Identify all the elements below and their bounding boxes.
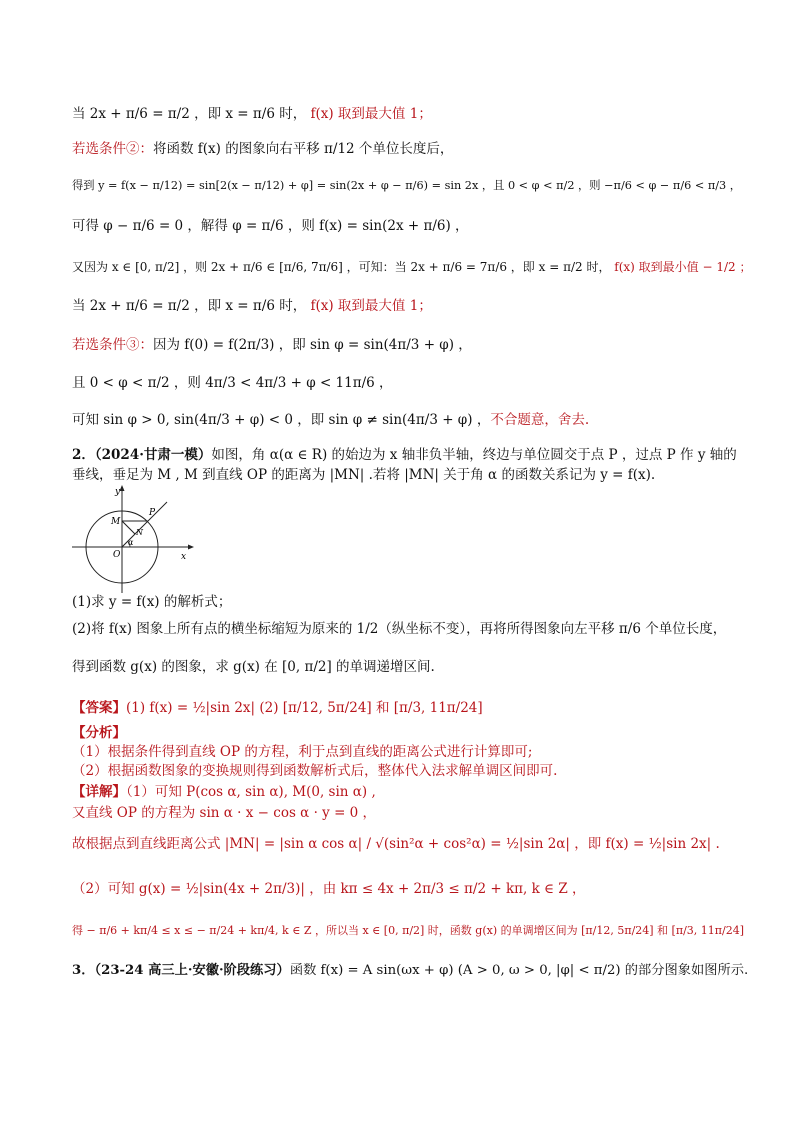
text-line-l4	[72, 216, 724, 236]
text-line-l1	[72, 104, 724, 124]
text-segment: （2）根据函数图象的变换规则得到函数解析式后，整体代入法求解单调区间即可.	[72, 763, 558, 779]
text-line-q2d	[72, 619, 727, 639]
text-line-l2	[72, 139, 724, 159]
text-segment: 3．（23-24 高三上·安徽·阶段练习）	[72, 963, 290, 978]
y-axis-arrow-icon	[120, 485, 125, 491]
text-line-l5	[72, 257, 752, 277]
text-segment: 不合题意，舍去.	[490, 412, 590, 428]
text-segment: f(x) 取到最大值 1；	[310, 106, 432, 122]
text-segment: 若选条件②：	[72, 141, 153, 157]
text-line-q2e	[72, 657, 724, 677]
text-segment: (2)将 f(x) 图象上所有点的横坐标缩短为原来的 1/2（纵坐标不变），再将所得图象向左平移 π/6 个单位长度，	[72, 621, 727, 637]
text-segment: （1）根据条件得到直线 OP 的方程，利于点到直线的距离公式进行计算即可;	[72, 744, 533, 760]
text-line-xj3	[72, 834, 724, 854]
text-segment: (1)求 y = f(x) 的解析式；	[72, 594, 232, 610]
label-p: P	[149, 508, 156, 518]
text-segment: 当 2x + π/6 = π/2 ，即 x = π/6 时，	[72, 298, 311, 314]
text-segment: 得到函数 g(x) 的图象，求 g(x) 在 [0, π/2] 的单调递增区间.	[72, 659, 435, 675]
text-segment: 【分析】	[72, 725, 126, 741]
text-segment: 因为 f(0) = f(2π/3) ，即 sin φ = sin(4π/3 + φ) ，	[153, 337, 472, 353]
text-line-ans	[72, 698, 724, 718]
label-m: M	[111, 517, 121, 527]
text-line-xj5	[72, 921, 744, 941]
text-segment: 可得 φ − π/6 = 0 ，解得 φ = π/6 ，则 f(x) = sin(2x + π/6) ，	[72, 218, 469, 234]
text-segment: 当 2x + π/6 = π/2 ，即 x = π/6 时，	[72, 106, 311, 122]
text-line-q2c	[72, 592, 724, 612]
label-alpha: α	[128, 538, 134, 547]
text-segment: 且 0 < φ < π/2 ，则 4π/3 < 4π/3 + φ < 11π/6 ，	[72, 375, 393, 391]
text-line-xj4	[72, 879, 724, 899]
text-line-l9	[72, 410, 724, 430]
text-segment: 若选条件③：	[72, 337, 153, 353]
text-segment: 又因为 x ∈ [0, π/2] ，则 2x + π/6 ∈ [π/6, 7π/6] ，可知：当 2x + π/6 = 7π/6 ，即 x = π/2 时，	[72, 260, 615, 274]
text-segment: 2．（2024·甘肃一模）	[72, 447, 212, 463]
text-line-q2b	[72, 465, 724, 485]
text-segment: 故根据点到直线距离公式 |MN| = |sin α cos α| / √(sin²α + cos²α) = ½|sin 2α| ，即 f(x) = ½|sin 2x| .	[72, 836, 720, 852]
text-segment: 垂线，垂足为 M , M 到直线 OP 的距离为 |MN| .若将 |MN| 关于角 α 的函数关系记为 y = f(x).	[72, 467, 656, 483]
text-line-q3	[72, 961, 749, 981]
label-x: x	[181, 552, 187, 562]
text-segment: 可知 sin φ > 0, sin(4π/3 + φ) < 0 ，即 sin φ ≠ sin(4π/3 + φ) ，	[72, 412, 491, 428]
text-segment: 得到 y = f(x − π/12) = sin[2(x − π/12) + φ] = sin(2x + φ − π/6) = sin 2x ，且 0 < φ < π/2 ，则 −π/6 < φ − π/6 < π/3 ，	[72, 179, 742, 192]
text-line-fx0	[72, 723, 724, 743]
text-line-q2a	[72, 445, 737, 465]
text-segment: 函数 f(x) = A sin(ωx + φ) (A > 0, ω > 0, |φ| < π/2) 的部分图象如图所示.	[289, 963, 749, 978]
text-segment: 得 − π/6 + kπ/4 ≤ x ≤ − π/24 + kπ/4, k ∈ Z ，所以当 x ∈ [0, π/2] 时，函数 g(x) 的单调增区间为 [π/12, 5π/24] 和 [π/3, 11π/24]	[72, 924, 744, 937]
text-segment: （1）可知 P(cos α, sin α), M(0, sin α) ,	[126, 784, 376, 800]
text-line-l8	[72, 373, 724, 393]
text-segment: (1) f(x) = ½|sin 2x| (2) [π/12, 5π/24] 和 [π/3, 11π/24]	[126, 700, 483, 716]
text-line-l6	[72, 296, 724, 316]
text-line-l7	[72, 335, 724, 355]
label-o: O	[113, 550, 121, 560]
text-line-fx2	[72, 761, 724, 781]
text-line-xj1	[72, 782, 724, 802]
unit-circle-figure	[70, 485, 195, 595]
x-axis-arrow-icon	[188, 545, 194, 550]
label-n: N	[136, 528, 143, 537]
text-line-fx1	[72, 742, 724, 762]
text-segment: （2）可知 g(x) = ½|sin(4x + 2π/3)| ，由 kπ ≤ 4x + 2π/3 ≤ π/2 + kπ, k ∈ Z ，	[72, 881, 586, 897]
text-line-l3	[72, 176, 742, 196]
label-y: y	[115, 487, 121, 497]
text-segment: f(x) 取到最小值 − 1/2 ；	[614, 260, 752, 274]
text-segment: 如图，角 α(α ∈ R) 的始边为 x 轴非负半轴，终边与单位圆交于点 P ，过点 P 作 y 轴的	[211, 447, 737, 463]
text-segment: 又直线 OP 的方程为 sin α · x − cos α · y = 0 ，	[72, 805, 377, 821]
answer-tag: 【答案】	[72, 700, 126, 716]
text-segment: 将函数 f(x) 的图象向右平移 π/12 个单位长度后，	[153, 141, 454, 157]
segment-mn	[122, 521, 135, 534]
text-segment: f(x) 取到最大值 1；	[310, 298, 432, 314]
text-line-xj2	[72, 803, 724, 823]
text-segment: 【详解】	[72, 784, 126, 800]
